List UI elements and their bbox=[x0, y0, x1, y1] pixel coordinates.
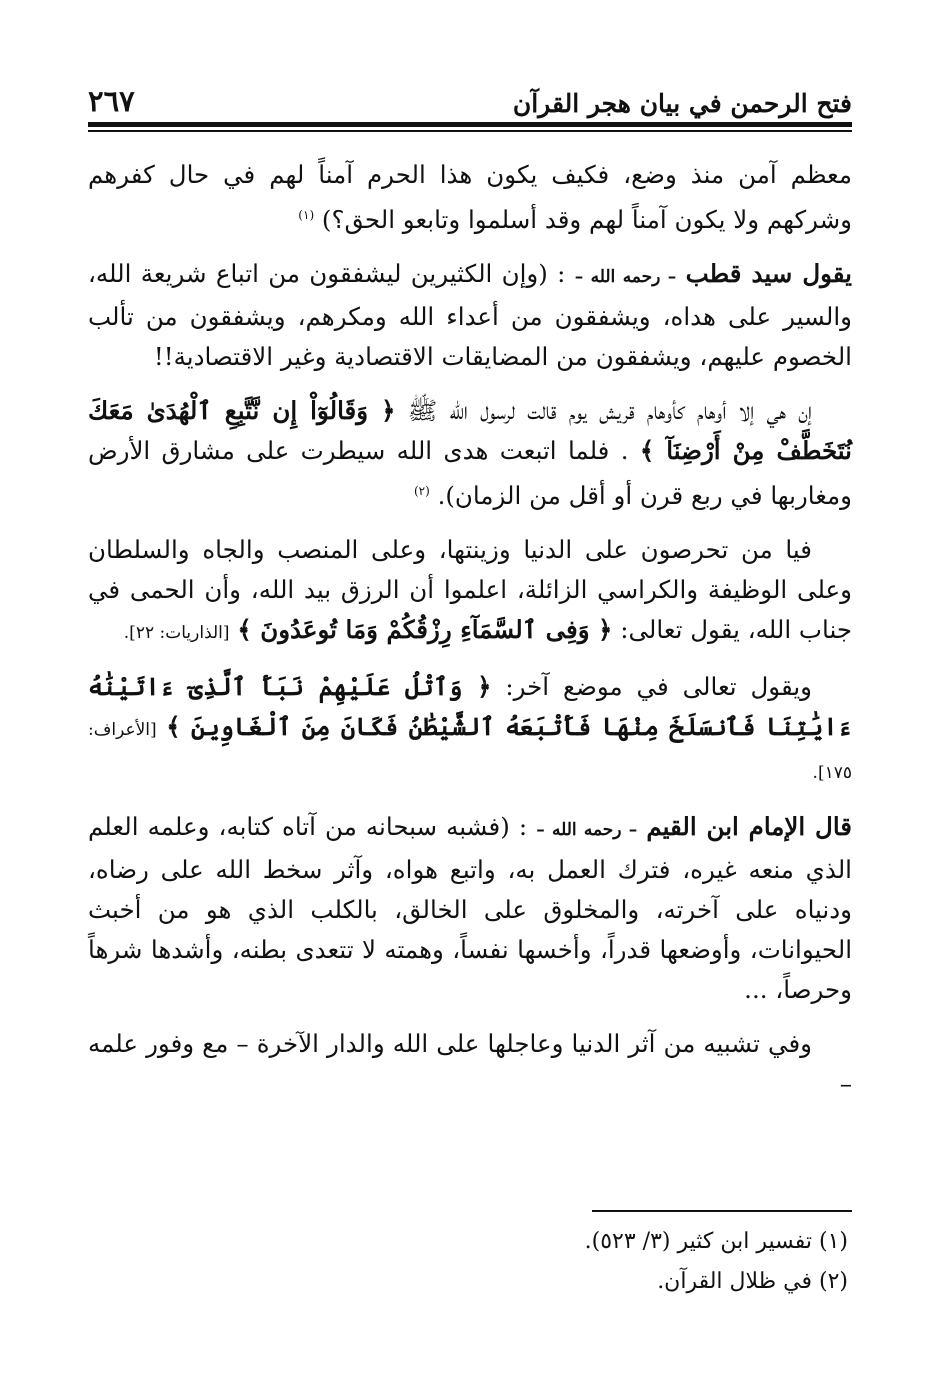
page-number: ٢٦٧ bbox=[88, 84, 135, 118]
paragraph-6 bbox=[88, 807, 852, 1010]
paragraph-3-text-a: إن هي إلا أوهام كأوهام قريش يوم قالت لرسول الله ﷺ bbox=[407, 396, 812, 426]
footnotes bbox=[88, 1222, 848, 1302]
paragraph-3-text-b: . فلما اتبعت هدى الله سيطرت على مشارق الأرض ومغاربها في ربع قرن أو أقل من الزمان). bbox=[88, 436, 852, 511]
paragraph-5 bbox=[88, 667, 852, 793]
speaker-ibn-qayyim: قال الإمام ابن القيم bbox=[646, 812, 852, 842]
paragraph-5-text: ويقول تعالى في موضع آخر: bbox=[505, 672, 812, 702]
honorific-1: – رحمه الله – bbox=[574, 267, 677, 288]
running-title: فتح الرحمن في بيان هجر القرآن bbox=[512, 89, 852, 118]
paragraph-7-text: وفي تشبيه من آثر الدنيا وعاجلها على الله والدار الآخرة – مع وفور علمه – bbox=[88, 1029, 852, 1099]
speaker-sayyid-qutb: يقول سيد قطب bbox=[685, 259, 852, 289]
honorific-2: – رحمه الله – bbox=[536, 820, 638, 841]
verse-reference-2: [الذاريات: ٢٢]. bbox=[123, 623, 230, 644]
quote-ibn-qayyim: : (فشبه سبحانه من آتاه كتابه، وعلمه العلم الذي منعه غيره، فترك العمل به، واتبع هواه، وآثر سخط الله على رضاه، ودنياه على آخرته، والمخلوق على الخالق، بالكلب الذي هو من أخبث الحيوانات، وأوضعها قدراً، وأخسها نفساً، وهمته لا تتعدى بطنه، وأشدها شرهاً وحرصاً، ... bbox=[88, 812, 852, 1005]
verse-reference-3: [الأعراف: ١٧٥]. bbox=[88, 720, 852, 784]
footnote-1: (١) تفسير ابن كثير (٣/ ٥٢٣). bbox=[584, 1229, 848, 1254]
header-rule-thick bbox=[88, 122, 852, 127]
header-rule-thin bbox=[88, 130, 852, 132]
body-text bbox=[88, 155, 852, 1118]
quran-verse-3: ﴿ وَٱتْلُ عَلَيْهِمْ نَبَأَ ٱلَّذِىٓ ءَاتَيْنَٰهُ ءَايَٰتِنَا فَٱنسَلَخَ مِنْهَا فَأَتْبَعَهُ ٱلشَّيْطَٰنُ فَكَانَ مِنَ ٱلْغَاوِينَ ﴾ bbox=[88, 672, 852, 742]
quote-sayyid-qutb: : (وإن الكثيرين ليشفقون من اتباع شريعة الله، والسير على هداه، ويشفقون من أعداء الله ومكرهم، ويشفقون من تألب الخصوم عليهم، ويشفقون من المضايقات الاقتصادية وغير الاقتصادية!! bbox=[88, 259, 852, 372]
paragraph-4-text: فيا من تحرصون على الدنيا وزينتها، وعلى المنصب والجاه والسلطان وعلى الوظيفة والكراسي الزائلة، اعلموا أن الرزق بيد الله، وأن الحمى في جناب الله، يقول تعالى: bbox=[88, 535, 852, 645]
quran-verse-2: ﴿ وَفِى ٱلسَّمَآءِ رِزْقُكُمْ وَمَا تُوعَدُونَ ﴾ bbox=[237, 615, 613, 645]
paragraph-1 bbox=[88, 155, 852, 240]
page-header bbox=[88, 78, 852, 118]
footnote-marker-1: (١) bbox=[298, 208, 315, 222]
quran-verse-1: ﴿ وَقَالُوٓاْ إِن نَّتَّبِعِ ٱلْهُدَىٰ مَعَكَ نُتَخَطَّفْ مِنْ أَرْضِنَآ ﴾ bbox=[88, 396, 852, 466]
paragraph-3 bbox=[88, 391, 852, 516]
footnote-marker-2: (٢) bbox=[413, 484, 430, 499]
footnote-separator bbox=[592, 1210, 852, 1212]
paragraph-7 bbox=[88, 1024, 852, 1104]
paragraph-4 bbox=[88, 530, 852, 653]
paragraph-1-text: معظم آمن منذ وضع، فكيف يكون هذا الحرم آمناً لهم في حال كفرهم وشركهم ولا يكون آمناً لهم وقد أسلموا وتابعو الحق؟) bbox=[88, 160, 852, 235]
paragraph-2 bbox=[88, 254, 852, 377]
footnote-2: (٢) في ظلال القرآن. bbox=[657, 1269, 848, 1294]
